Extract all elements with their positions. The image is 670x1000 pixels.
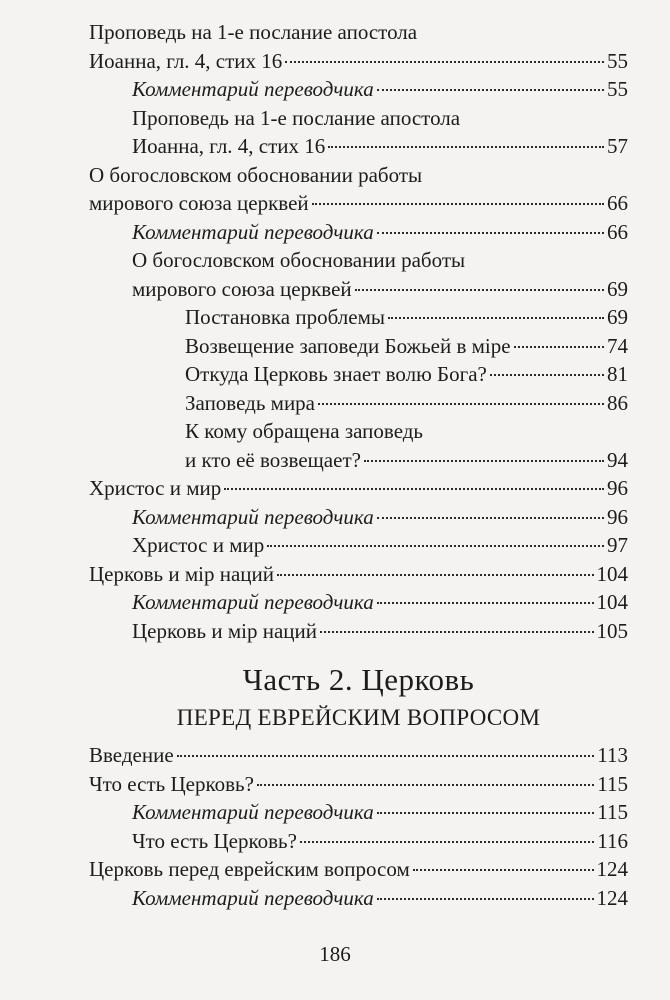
toc-entry-title: Комментарий переводчика bbox=[132, 219, 374, 244]
toc-entry bbox=[89, 531, 628, 560]
table-of-contents-part-2 bbox=[89, 741, 628, 912]
toc-entry bbox=[89, 104, 628, 161]
toc-page-number: 66 bbox=[607, 219, 628, 244]
table-of-contents-part-1 bbox=[89, 18, 628, 645]
toc-entry bbox=[89, 75, 628, 104]
toc-entry-title: Что есть Церковь? bbox=[89, 771, 254, 796]
toc-page-number: 96 bbox=[607, 476, 628, 500]
toc-entry-row bbox=[132, 531, 628, 560]
toc-entry bbox=[89, 503, 628, 532]
toc-entry-title: Постановка проблемы bbox=[185, 305, 385, 329]
toc-entry bbox=[89, 389, 628, 418]
toc-entry bbox=[89, 798, 628, 827]
toc-page-number: 116 bbox=[597, 828, 628, 853]
dot-leader bbox=[257, 784, 594, 786]
toc-entry-row bbox=[132, 218, 628, 247]
dot-leader bbox=[377, 602, 594, 604]
toc-entry-title: Комментарий переводчика bbox=[132, 590, 374, 614]
toc-entry-row bbox=[185, 360, 628, 389]
toc-entry bbox=[89, 741, 628, 770]
toc-entry-row bbox=[89, 47, 628, 76]
toc-entry bbox=[89, 18, 628, 75]
toc-entry-row bbox=[132, 827, 628, 856]
dot-leader bbox=[328, 146, 604, 148]
toc-page-number: 94 bbox=[607, 447, 628, 472]
toc-page-number: 104 bbox=[596, 561, 628, 586]
dot-leader bbox=[285, 61, 604, 63]
toc-page-number: 115 bbox=[597, 771, 628, 796]
toc-entry bbox=[89, 246, 628, 303]
toc-entry-title: Заповедь мира bbox=[185, 390, 315, 415]
dot-leader bbox=[388, 317, 604, 319]
toc-entry-title: Христос и мир bbox=[132, 533, 265, 557]
toc-page-number: 81 bbox=[607, 362, 628, 386]
toc-entry bbox=[89, 827, 628, 856]
toc-entry bbox=[89, 360, 628, 389]
toc-entry-row bbox=[132, 275, 628, 304]
toc-entry-row bbox=[132, 617, 628, 646]
toc-entry-title-line: К кому обращена заповедь bbox=[185, 419, 424, 443]
part-title: Часть 2. Церковь bbox=[242, 662, 475, 697]
toc-entry-title: Христос и мир bbox=[89, 476, 222, 500]
toc-entry-title: Комментарий переводчика bbox=[132, 504, 374, 529]
dot-leader bbox=[312, 203, 604, 205]
toc-entry bbox=[89, 417, 628, 474]
part-subtitle: ПЕРЕД ЕВРЕЙСКИМ ВОПРОСОМ bbox=[176, 705, 541, 730]
toc-page-number: 86 bbox=[607, 390, 628, 415]
toc-entry bbox=[89, 474, 628, 503]
toc-entry-row bbox=[185, 303, 628, 332]
toc-entry-row bbox=[89, 474, 628, 503]
dot-leader bbox=[377, 812, 595, 814]
toc-entry-title-line: О богословском обосновании работы bbox=[89, 162, 423, 187]
dot-leader bbox=[355, 289, 604, 291]
dot-leader bbox=[318, 403, 604, 405]
toc-page-number: 113 bbox=[597, 743, 628, 767]
dot-leader bbox=[377, 232, 604, 234]
toc-entry-title: Иоанна, гл. 4, стих 16 bbox=[132, 134, 326, 158]
toc-entry-title: Комментарий переводчика bbox=[132, 77, 374, 101]
toc-page-number: 57 bbox=[607, 134, 628, 158]
toc-entry-title: Что есть Церковь? bbox=[132, 828, 297, 853]
toc-page-number: 96 bbox=[607, 504, 628, 529]
toc-entry-title-line: Проповедь на 1-е послание апостола bbox=[89, 20, 418, 44]
toc-entry bbox=[89, 855, 628, 884]
toc-entry-title: Комментарий переводчика bbox=[132, 800, 374, 824]
toc-entry-row bbox=[185, 446, 628, 475]
toc-entry-title: Иоанна, гл. 4, стих 16 bbox=[89, 48, 283, 73]
toc-entry-row bbox=[89, 855, 628, 884]
toc-entry bbox=[89, 770, 628, 799]
toc-entry-row bbox=[132, 132, 628, 161]
toc-entry bbox=[89, 884, 628, 913]
dot-leader bbox=[413, 869, 594, 871]
toc-entry bbox=[89, 303, 628, 332]
dot-leader bbox=[224, 488, 604, 490]
toc-entry-title: мирового союза церквей bbox=[132, 276, 352, 301]
toc-entry-title-line: Проповедь на 1-е послание апостола bbox=[132, 105, 461, 130]
toc-page-number: 104 bbox=[596, 590, 628, 614]
toc-page-number: 124 bbox=[596, 885, 628, 910]
dot-leader bbox=[490, 374, 604, 376]
dot-leader bbox=[514, 346, 604, 348]
toc-entry bbox=[89, 560, 628, 589]
toc-entry-title: Введение bbox=[89, 743, 174, 767]
toc-page-number: 66 bbox=[607, 191, 628, 215]
toc-page-number: 115 bbox=[597, 800, 628, 824]
toc-entry-title: Возвещение заповеди Божьей в міре bbox=[185, 333, 511, 358]
toc-page-number: 69 bbox=[607, 276, 628, 301]
toc-entry-row bbox=[132, 503, 628, 532]
part-heading bbox=[89, 660, 628, 733]
toc-entry-row bbox=[132, 75, 628, 104]
dot-leader bbox=[267, 545, 604, 547]
toc-entry-title: Церковь и мір наций bbox=[89, 561, 275, 586]
toc-entry bbox=[89, 332, 628, 361]
toc-entry-row bbox=[89, 189, 628, 218]
page-number: 186 bbox=[319, 942, 351, 966]
toc-page-number: 55 bbox=[607, 48, 628, 73]
dot-leader bbox=[177, 755, 595, 757]
toc-page-number: 124 bbox=[596, 857, 628, 881]
toc-page-number: 74 bbox=[607, 333, 628, 358]
toc-page-number: 105 bbox=[596, 618, 628, 643]
toc-entry bbox=[89, 218, 628, 247]
toc-entry bbox=[89, 161, 628, 218]
toc-page-number: 55 bbox=[607, 77, 628, 101]
toc-entry-row bbox=[132, 884, 628, 913]
toc-entry-title: Церковь перед еврейским вопросом bbox=[89, 857, 410, 881]
dot-leader bbox=[300, 841, 594, 843]
dot-leader bbox=[377, 517, 604, 519]
toc-entry-title: мирового союза церквей bbox=[89, 191, 309, 215]
toc-entry-title: и кто её возвещает? bbox=[185, 447, 361, 472]
toc-entry-row bbox=[185, 332, 628, 361]
toc-entry-row bbox=[89, 560, 628, 589]
toc-entry-row bbox=[132, 798, 628, 827]
dot-leader bbox=[364, 460, 604, 462]
toc-entry-row bbox=[89, 770, 628, 799]
dot-leader bbox=[320, 631, 593, 633]
toc-entry-row bbox=[132, 588, 628, 617]
toc-entry-title-line: О богословском обосновании работы bbox=[132, 248, 466, 272]
toc-page-number: 97 bbox=[607, 533, 628, 557]
toc-entry-title: Откуда Церковь знает волю Бога? bbox=[185, 362, 487, 386]
dot-leader bbox=[377, 898, 594, 900]
toc-entry bbox=[89, 617, 628, 646]
toc-entry-row bbox=[89, 741, 628, 770]
toc-page-number: 69 bbox=[607, 305, 628, 329]
dot-leader bbox=[277, 574, 593, 576]
toc-entry-row bbox=[185, 389, 628, 418]
toc-entry-title: Комментарий переводчика bbox=[132, 885, 374, 910]
toc-entry-title: Церковь и мір наций bbox=[132, 618, 318, 643]
dot-leader bbox=[377, 89, 604, 91]
toc-entry bbox=[89, 588, 628, 617]
